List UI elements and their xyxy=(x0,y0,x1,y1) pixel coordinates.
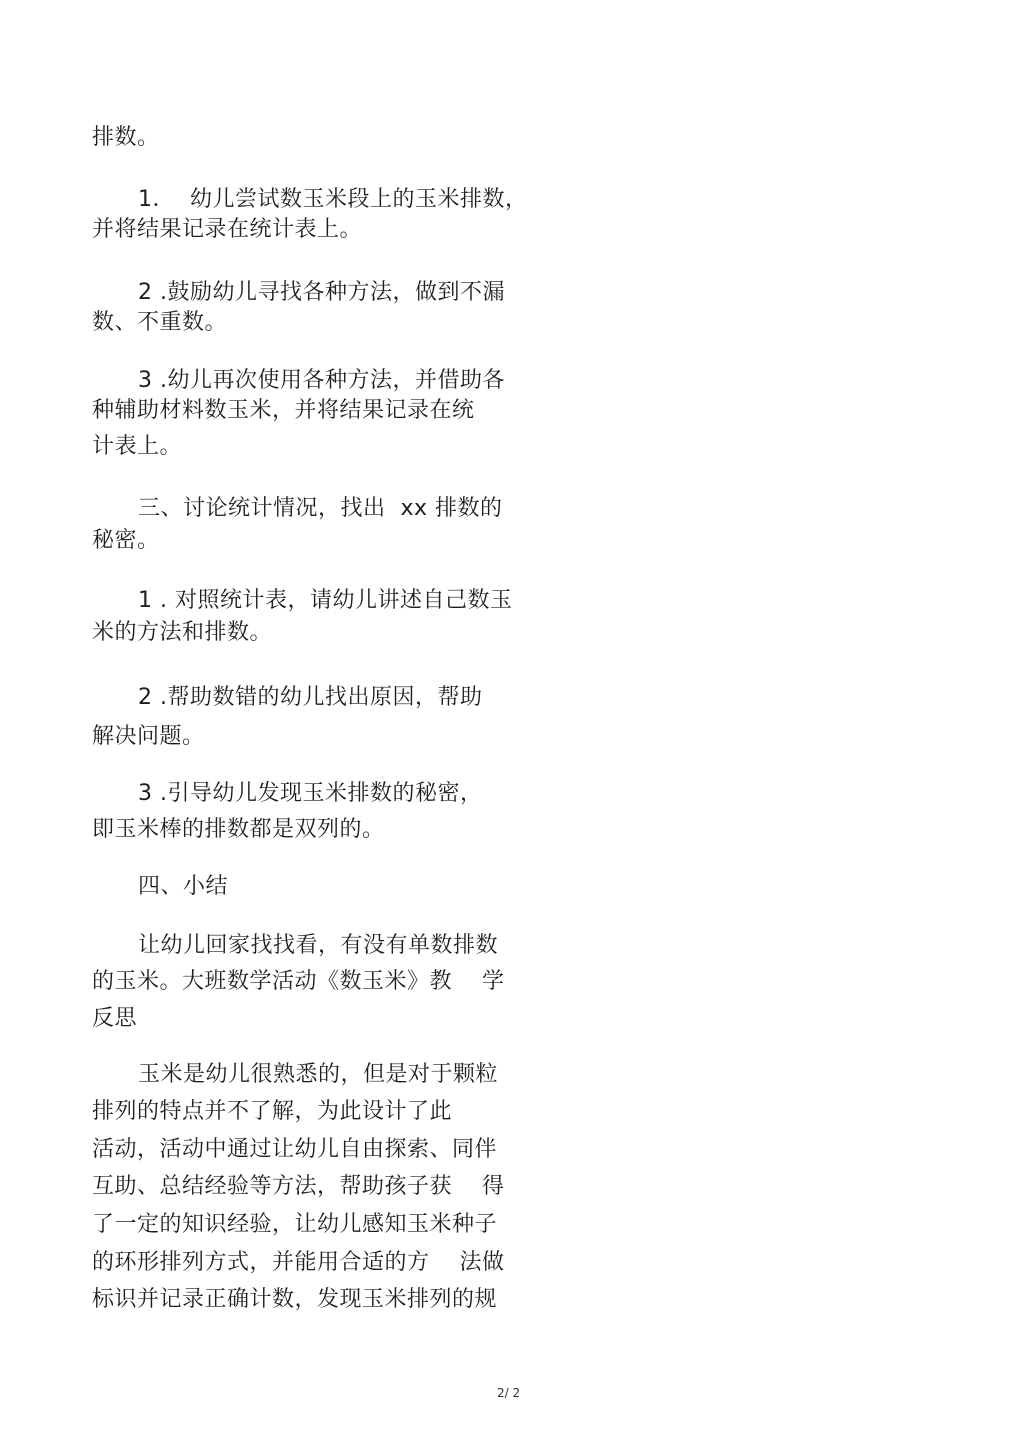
text-line: 种辅助材料数玉米，并将结果记录在统 xyxy=(92,398,475,423)
text-line: 让幼儿回家找找看，有没有单数排数 xyxy=(138,933,499,958)
text-line: 即玉米棒的排数都是双列的。 xyxy=(92,817,385,842)
text-line: 秘密。 xyxy=(92,528,160,553)
section-heading: 四、小结 xyxy=(138,874,229,899)
text-line: 的环形排列方式，并能用合适的方 法做 xyxy=(92,1250,505,1275)
text-line: 2 .鼓励幼儿寻找各种方法，做到不漏 xyxy=(138,280,505,305)
text-line: 3 .幼儿再次使用各种方法，并借助各 xyxy=(138,368,505,393)
text-line: 互助、总结经验等方法，帮助孩子获 得 xyxy=(92,1174,505,1199)
text-line: 1． 幼儿尝试数玉米段上的玉米排数， xyxy=(138,187,528,212)
text-line: 排列的特点并不了解，为此设计了此 xyxy=(92,1099,453,1124)
text-line: 排数。 xyxy=(92,125,160,150)
text-line: 的玉米。大班数学活动《数玉米》教 学 xyxy=(92,969,505,994)
page-number: 2/ 2 xyxy=(497,1386,521,1400)
text-line: 并将结果记录在统计表上。 xyxy=(92,217,363,242)
text-line: 1 . 对照统计表，请幼儿讲述自己数玉 xyxy=(138,588,513,613)
text-line: 活动，活动中通过让幼儿自由探索、同伴 xyxy=(92,1137,498,1162)
text-line: 了一定的知识经验，让幼儿感知玉米种子 xyxy=(92,1212,498,1237)
text-line: 标识并记录正确计数，发现玉米排列的规 xyxy=(92,1287,498,1312)
text-line: 三、讨论统计情况，找出 xx 排数的 xyxy=(138,496,503,521)
text-line: 2 .帮助数错的幼儿找出原因，帮助 xyxy=(138,685,483,710)
text-line: 反思 xyxy=(92,1006,138,1031)
text-line: 解决问题。 xyxy=(92,724,205,749)
text-line: 米的方法和排数。 xyxy=(92,620,273,645)
text-line: 3 .引导幼儿发现玉米排数的秘密， xyxy=(138,781,483,806)
text-line: 数、不重数。 xyxy=(92,310,228,335)
text-line: 计表上。 xyxy=(92,434,183,459)
text-line: 玉米是幼儿很熟悉的，但是对于颗粒 xyxy=(138,1062,499,1087)
